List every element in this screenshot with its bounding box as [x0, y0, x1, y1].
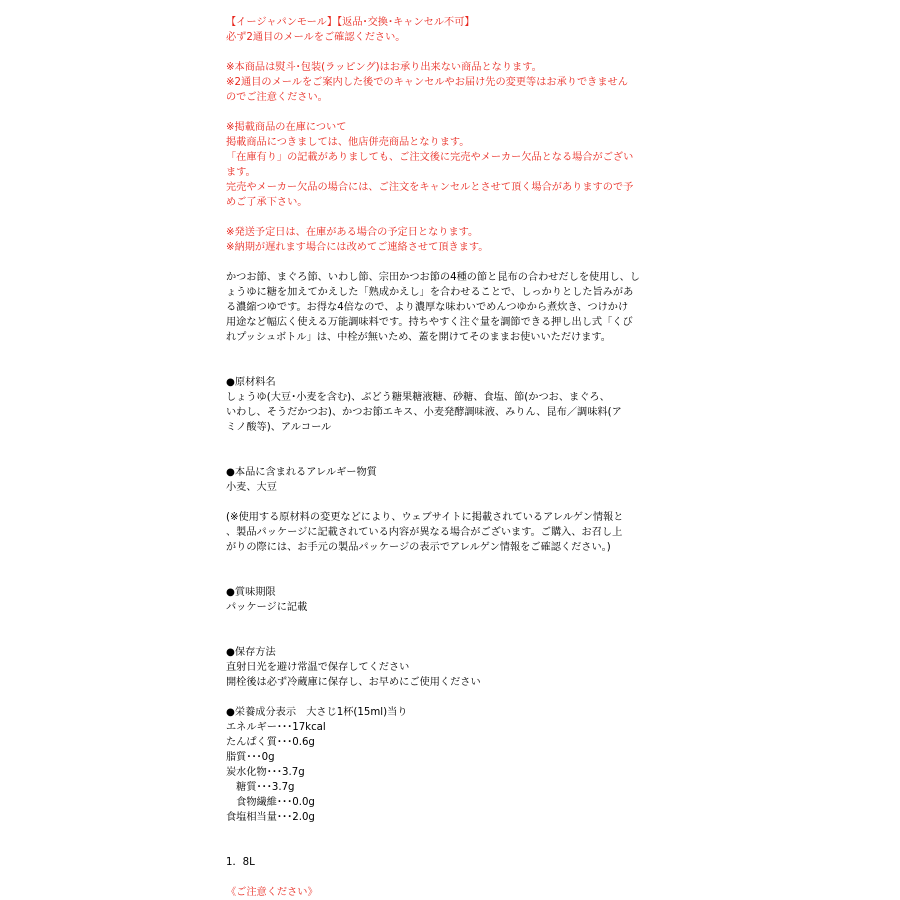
expiry-heading: ●賞味期限: [226, 587, 276, 598]
expiry-section: [226, 585, 646, 615]
ingredients-line: しょうゆ(大豆･小麦を含む)、ぶどう糖果糖液糖、砂糖、食塩、節(かつお、まぐろ、: [226, 392, 610, 403]
notice-stock-line: めご了承下さい。: [226, 197, 308, 208]
notice-header-line: 必ず2通目のメールをご確認ください。: [226, 32, 406, 43]
storage-line: 直射日光を避け常温で保存してください: [226, 662, 410, 673]
notice-header-line: 【イージャパンモール】【返品･交換･キャンセル不可】: [226, 17, 475, 28]
notice-stock-line: 完売やメーカー欠品の場合には、ご注文をキャンセルとさせて頂く場合がありますので予: [226, 182, 634, 193]
description-line: ょうゆに糖を加えてかえした「熟成かえし」を合わせることで、しっかりとした旨みがあ: [226, 287, 634, 298]
notice-wrapping-line: ※本商品は熨斗･包装(ラッピング)はお承り出来ない商品となります。: [226, 62, 542, 73]
notice-wrapping-line: ※2通目のメールをご案内した後でのキャンセルやお届け先の変更等はお承りできません: [226, 77, 628, 88]
allergens-note-line: (※使用する原材料の変更などにより、ウェブサイトに掲載されているアレルゲン情報と: [226, 512, 624, 523]
allergens-heading: ●本品に含まれるアレルギー物質: [226, 467, 377, 478]
notice-stock-line: ※掲載商品の在庫について: [226, 122, 347, 133]
nutrition-section: [226, 705, 646, 825]
nutrition-line: 糖質･･･3.7g: [226, 782, 295, 793]
allergens-value: 小麦、大豆: [226, 482, 277, 493]
description-line: る濃縮つゆです。お得な4倍なので、より濃厚な味わいでめんつゆから煮炊き、つけかけ: [226, 302, 629, 313]
nutrition-line: 脂質･･･0g: [226, 752, 275, 763]
nutrition-line: 食物繊維･･･0.0g: [226, 797, 315, 808]
product-description: [226, 270, 646, 345]
description-line: かつお節、まぐろ節、いわし節、宗田かつお節の4種の節と昆布の合わせだしを使用し、し: [226, 272, 640, 283]
nutrition-line: エネルギー･･･17kcal: [226, 722, 326, 733]
ingredients-line: いわし、そうだかつお)、かつお節エキス、小麦発酵調味液、みりん、昆布／調味料(ア: [226, 407, 622, 418]
notice-wrapping-line: のでご注意ください。: [226, 92, 328, 103]
nutrition-heading: ●栄養成分表示 大さじ1杯(15ml)当り: [226, 707, 408, 718]
caution-heading: 《ご注意ください》: [226, 887, 318, 898]
notice-stock: [226, 120, 646, 210]
allergens-note-line: がりの際には、お手元の製品パッケージの表示でアレルゲン情報をご確認ください。): [226, 542, 611, 553]
notice-wrapping: [226, 60, 646, 105]
notice-stock-line: 掲載商品につきましては、他店併売商品となります。: [226, 137, 470, 148]
ingredients-heading: ●原材料名: [226, 377, 276, 388]
volume-text: 1．8L: [226, 857, 255, 868]
nutrition-line: 食塩相当量･･･2.0g: [226, 812, 315, 823]
notice-shipping: [226, 225, 646, 255]
description-line: 用途など幅広く使える万能調味料です。持ちやすく注ぐ量を調節できる押し出し式「くび: [226, 317, 633, 328]
ingredients-section: [226, 375, 646, 435]
allergens-section: [226, 465, 646, 555]
allergens-note-line: 、製品パッケージに記載されている内容が異なる場合がございます。ご購入、お召し上: [226, 527, 623, 538]
storage-heading: ●保存方法: [226, 647, 276, 658]
nutrition-line: 炭水化物･･･3.7g: [226, 767, 305, 778]
expiry-value: パッケージに記載: [226, 602, 308, 613]
notice-shipping-line: ※発送予定日は、在庫がある場合の予定日となります。: [226, 227, 479, 238]
notice-header: [226, 15, 646, 45]
description-line: れプッシュボトル」は、中栓が無いため、蓋を開けてそのままお使いいただけます。: [226, 332, 611, 343]
notice-shipping-line: ※納期が遅れます場合には改めてご連絡させて頂きます。: [226, 242, 489, 253]
ingredients-line: ミノ酸等)、アルコール: [226, 422, 332, 433]
nutrition-line: たんぱく質･･･0.6g: [226, 737, 315, 748]
storage-line: 開栓後は必ず冷蔵庫に保存し、お早めにご使用ください: [226, 677, 481, 688]
product-description-document: [226, 15, 646, 900]
notice-stock-line: ます。: [226, 167, 256, 178]
notice-stock-line: 「在庫有り」の記載がありましても、ご注文後に完売やメーカー欠品となる場合がござい: [226, 152, 634, 163]
storage-section: [226, 645, 646, 690]
